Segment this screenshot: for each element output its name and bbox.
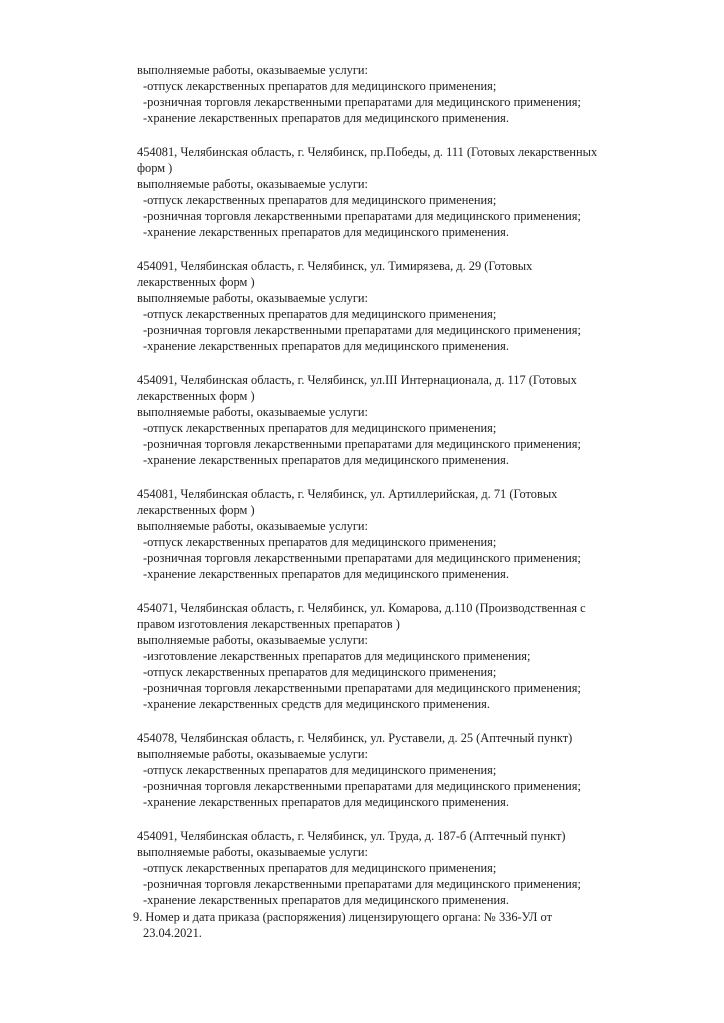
- address-line: лекарственных форм ): [137, 275, 255, 289]
- service-item: -отпуск лекарственных препаратов для медицинского применения;: [143, 421, 497, 435]
- service-item: -хранение лекарственных препаратов для медицинского применения.: [143, 453, 509, 467]
- service-item: -хранение лекарственных препаратов для медицинского применения.: [143, 795, 509, 809]
- service-item: -хранение лекарственных средств для медицинского применения.: [143, 697, 490, 711]
- service-item: -отпуск лекарственных препаратов для медицинского применения;: [143, 763, 497, 777]
- order-number-line: 9. Номер и дата приказа (распоряжения) лицензирующего органа: № 336-УЛ от: [133, 910, 552, 924]
- service-item: -отпуск лекарственных препаратов для медицинского применения;: [143, 861, 497, 875]
- service-item: -розничная торговля лекарственными препаратами для медицинского применения;: [143, 323, 581, 337]
- service-item: -розничная торговля лекарственными препаратами для медицинского применения;: [143, 209, 581, 223]
- service-item: -розничная торговля лекарственными препаратами для медицинского применения;: [143, 877, 581, 891]
- address-line: 454091, Челябинская область, г. Челябинск, ул.III Интернационала, д. 117 (Готовых: [137, 373, 577, 387]
- address-block: [137, 144, 697, 240]
- address-line: форм ): [137, 161, 173, 175]
- services-heading: выполняемые работы, оказываемые услуги:: [137, 63, 369, 77]
- service-item: -отпуск лекарственных препаратов для медицинского применения;: [143, 307, 497, 321]
- service-item: -отпуск лекарственных препаратов для медицинского применения;: [143, 79, 497, 93]
- service-item: -хранение лекарственных препаратов для медицинского применения.: [143, 893, 509, 907]
- services-heading: выполняемые работы, оказываемые услуги:: [137, 747, 369, 761]
- services-heading: выполняемые работы, оказываемые услуги:: [137, 177, 369, 191]
- service-item: -розничная торговля лекарственными препаратами для медицинского применения;: [143, 551, 581, 565]
- services-heading: выполняемые работы, оказываемые услуги:: [137, 845, 369, 859]
- service-item: -розничная торговля лекарственными препаратами для медицинского применения;: [143, 779, 581, 793]
- address-line: 454091, Челябинская область, г. Челябинск, ул. Труда, д. 187-б (Аптечный пункт): [137, 829, 566, 843]
- services-heading: выполняемые работы, оказываемые услуги:: [137, 633, 369, 647]
- address-line: 454091, Челябинская область, г. Челябинск, ул. Тимирязева, д. 29 (Готовых: [137, 259, 533, 273]
- service-item: -розничная торговля лекарственными препаратами для медицинского применения;: [143, 681, 581, 695]
- service-item: -хранение лекарственных препаратов для медицинского применения.: [143, 111, 509, 125]
- address-line: лекарственных форм ): [137, 503, 255, 517]
- address-block: [137, 372, 697, 468]
- address-line: 454078, Челябинская область, г. Челябинск, ул. Руставели, д. 25 (Аптечный пункт): [137, 731, 573, 745]
- address-block: [137, 600, 697, 712]
- address-block: [137, 62, 697, 126]
- address-line: правом изготовления лекарственных препаратов ): [137, 617, 400, 631]
- address-block: [137, 730, 697, 810]
- license-activity-list: [137, 62, 697, 908]
- services-heading: выполняемые работы, оказываемые услуги:: [137, 291, 369, 305]
- service-item: -отпуск лекарственных препаратов для медицинского применения;: [143, 535, 497, 549]
- services-heading: выполняемые работы, оказываемые услуги:: [137, 405, 369, 419]
- service-item: -изготовление лекарственных препаратов для медицинского применения;: [143, 649, 531, 663]
- address-line: 454081, Челябинская область, г. Челябинск, ул. Артиллерийская, д. 71 (Готовых: [137, 487, 558, 501]
- address-line: 454081, Челябинская область, г. Челябинск, пр.Победы, д. 111 (Готовых лекарственных: [137, 145, 598, 159]
- service-item: -розничная торговля лекарственными препаратами для медицинского применения;: [143, 437, 581, 451]
- service-item: -хранение лекарственных препаратов для медицинского применения.: [143, 567, 509, 581]
- services-heading: выполняемые работы, оказываемые услуги:: [137, 519, 369, 533]
- order-date-line: 23.04.2021.: [143, 926, 202, 940]
- address-block: [137, 828, 697, 908]
- service-item: -отпуск лекарственных препаратов для медицинского применения;: [143, 665, 497, 679]
- address-block: [137, 486, 697, 582]
- service-item: -отпуск лекарственных препаратов для медицинского применения;: [143, 193, 497, 207]
- service-item: -хранение лекарственных препаратов для медицинского применения.: [143, 339, 509, 353]
- service-item: -розничная торговля лекарственными препаратами для медицинского применения;: [143, 95, 581, 109]
- address-line: лекарственных форм ): [137, 389, 255, 403]
- address-block: [137, 258, 697, 354]
- order-number-section: [133, 909, 693, 941]
- address-line: 454071, Челябинская область, г. Челябинск, ул. Комарова, д.110 (Производственная с: [137, 601, 586, 615]
- service-item: -хранение лекарственных препаратов для медицинского применения.: [143, 225, 509, 239]
